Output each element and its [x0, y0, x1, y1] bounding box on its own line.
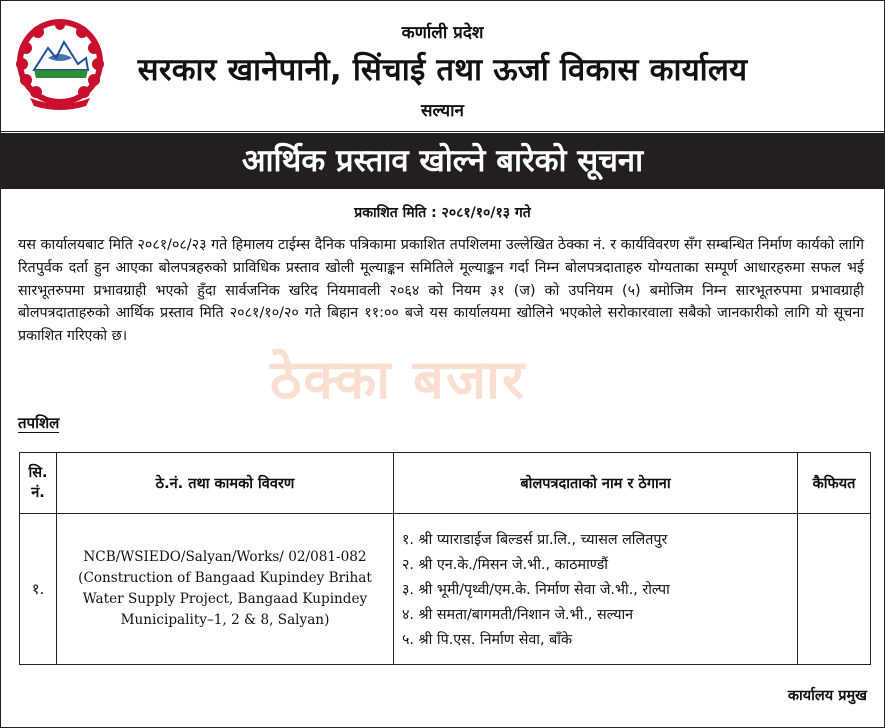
- table-row: [20, 514, 871, 665]
- bidder-item: २. श्री एन.के./मिसन जे.भी., काठमाण्डौं: [402, 556, 608, 573]
- office-name: सरकार खानेपानी, सिंचाई तथा ऊर्जा विकास कार्यालय: [137, 52, 748, 88]
- table-header-row: [20, 453, 871, 514]
- watermark: ठेक्का बजार: [270, 348, 527, 411]
- col-header-description: ठे.नं. तथा कामको विवरण: [57, 453, 394, 514]
- details-heading: तपशिल: [18, 414, 60, 432]
- header-divider: [0, 131, 885, 132]
- row-remarks: [798, 514, 871, 665]
- bidder-item: ५. श्री पि.एस. निर्माण सेवा, बाँके: [402, 631, 572, 648]
- row-sn: १.: [20, 514, 57, 665]
- col-header-remarks: कैफियत: [798, 453, 871, 514]
- province-name: कर्णाली प्रदेश: [401, 23, 484, 43]
- published-date: प्रकाशित मिति : २०८१/१०/१३ गते: [354, 205, 531, 221]
- bidders-table: [19, 452, 871, 665]
- notice-title: आर्थिक प्रस्ताव खोल्ने बारेको सूचना: [0, 133, 885, 189]
- signature-office-chief: कार्यालय प्रमुख: [787, 688, 867, 704]
- col-header-sn: सि. नं.: [20, 453, 57, 514]
- notice-body: यस कार्यालयबाट मिति २०८१/०८/२३ गते हिमालय टाईम्स दैनिक पत्रिकामा प्रकाशित तपशिलमा उल्लेखित ठेक्का नं. र कार्यविवरण सँग सम्बन्धित निर्माण कार्यको लागि रितपुर्वक दर्ता हुन आएका बोलपत्रहरुको प्राविधिक प्रस्ताव खोली मूल्याङ्कन समितिले मूल्याङ्कन गर्दा निम्न बोलपत्रदाताहरु योग्यताका सम्पूर्ण आधारहरुमा सफल भई सारभूतरुपमा प्रभावग्राही भएको हुँदा सार्वजनिक खरिद नियमावली २०६४ को नियम ३१ (ज) को उपनियम (५) बमोजिम निम्न सारभूतरुपमा प्रभावग्राही बोलपत्रदाताहरुको आर्थिक प्रस्ताव मिति २०८१/१०/२० गते बिहान ११:०० बजे यस कार्यालयमा खोलिने भएकोले सरोकारवाला सबैको जानकारीको लागि यो सूचना प्रकाशित गरिएको छ।: [18, 237, 864, 345]
- bidder-item: ३. श्री भूमी/पृथ्वी/एम.के. निर्माण सेवा जे.भी., रोल्पा: [402, 581, 670, 598]
- row-bidders: [394, 514, 798, 665]
- row-description: NCB/WSIEDO/Salyan/Works/ 02/081-082 (Construction of Bangaad Kupindey Brihat Water Supply Project, Bangaad Kupindey Municipality–1, 2 & 8, Salyan): [57, 514, 394, 665]
- district-name: सल्यान: [421, 101, 464, 121]
- col-header-bidders: बोलपत्रदाताको नाम र ठेगाना: [394, 453, 798, 514]
- bidder-item: १. श्री प्याराडाईज बिल्डर्स प्रा.लि., च्यासल ललितपुर: [402, 531, 668, 548]
- bidder-item: ४. श्री समता/बागमती/निशान जे.भी., सल्यान: [402, 606, 634, 623]
